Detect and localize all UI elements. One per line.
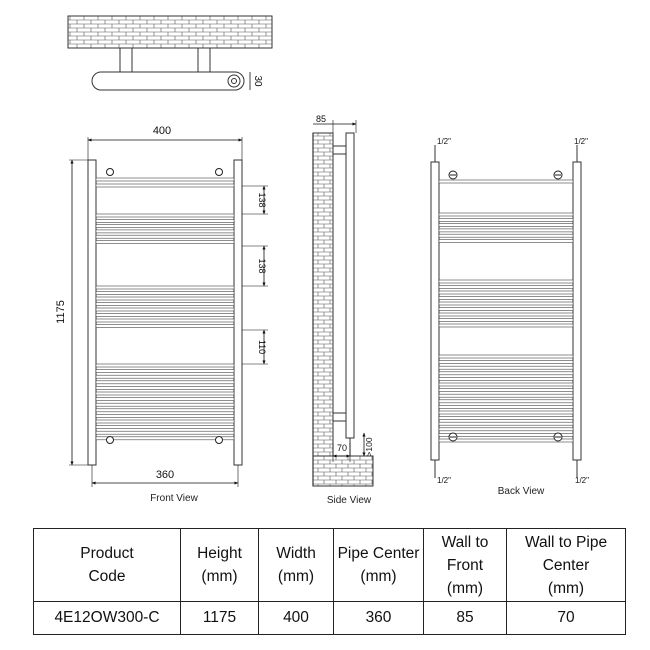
- rung: [439, 224, 573, 227]
- rung: [96, 184, 234, 187]
- front-fixing-icon: [216, 169, 223, 176]
- rung: [96, 178, 234, 181]
- back-bracket-icon: [449, 433, 457, 441]
- rung: [439, 411, 573, 414]
- front-view-caption: Front View: [150, 493, 198, 504]
- rung: [439, 286, 573, 289]
- header-product-code: Product Code: [34, 529, 181, 602]
- rung: [439, 422, 573, 425]
- gap-label-3: 110: [257, 339, 267, 355]
- back-connection-label-bl: 1/2": [437, 476, 451, 485]
- rung: [96, 426, 234, 429]
- header-wall-to-front: Wall to Front (mm): [424, 529, 507, 602]
- back-view: [431, 137, 589, 497]
- back-connection-label-br: 1/2": [575, 476, 589, 485]
- rung: [96, 325, 234, 328]
- rung: [439, 213, 573, 216]
- front-fixing-icon: [107, 437, 114, 444]
- wall-pipe-label: 70: [336, 443, 348, 453]
- rung: [96, 409, 234, 412]
- front-rail-right: [234, 160, 242, 465]
- front-width-label: 400: [152, 125, 172, 137]
- top-view-bracket-left: [120, 48, 132, 74]
- rung: [439, 383, 573, 386]
- rung: [439, 313, 573, 316]
- cell-pipe-center: 360: [334, 602, 424, 635]
- rung: [439, 218, 573, 221]
- rung: [439, 372, 573, 375]
- front-fixing-icon: [107, 169, 114, 176]
- rung: [439, 302, 573, 305]
- rung: [96, 230, 234, 233]
- top-view-depth-label: 30: [252, 75, 263, 87]
- rung: [96, 319, 234, 322]
- rung: [96, 214, 234, 217]
- header-height: Height (mm): [181, 529, 259, 602]
- rung: [439, 366, 573, 369]
- rung: [439, 234, 573, 237]
- top-view-bracket-right: [198, 48, 210, 74]
- header-pipe-center: Pipe Center (mm): [334, 529, 424, 602]
- rung: [439, 291, 573, 294]
- rung: [96, 386, 234, 389]
- back-rungs: [439, 180, 573, 442]
- front-fixing-icon: [216, 437, 223, 444]
- cell-product-code: 4E12OW300-C: [34, 602, 181, 635]
- rung: [439, 229, 573, 232]
- back-connection-label-tl: 1/2": [437, 137, 451, 146]
- back-bracket-icon: [554, 433, 562, 441]
- rung: [96, 370, 234, 373]
- side-view-caption: Side View: [326, 495, 372, 506]
- rung: [439, 324, 573, 327]
- side-view: [313, 114, 374, 506]
- front-rungs: [96, 178, 234, 440]
- spec-data-row: [34, 602, 626, 635]
- rung: [96, 286, 234, 289]
- side-view-bracket-top: [333, 146, 346, 154]
- rung: [96, 297, 234, 300]
- rung: [96, 437, 234, 440]
- pipe-center-label: 360: [155, 469, 175, 481]
- rung: [96, 225, 234, 228]
- back-bracket-icon: [554, 171, 562, 179]
- rung: [439, 240, 573, 243]
- spec-table: [33, 528, 626, 635]
- side-view-wall: [313, 133, 333, 456]
- top-view: [68, 16, 272, 90]
- back-view-caption: Back View: [497, 486, 545, 497]
- side-view-bracket-bottom: [333, 413, 346, 421]
- rung: [96, 420, 234, 423]
- front-height-label: 1175: [55, 300, 67, 324]
- rung: [96, 235, 234, 238]
- rung: [96, 381, 234, 384]
- rung: [439, 417, 573, 420]
- rung: [439, 433, 573, 436]
- side-view-radiator: [346, 133, 354, 438]
- rung: [439, 319, 573, 322]
- rung: [439, 297, 573, 300]
- back-bracket-icon: [449, 171, 457, 179]
- rung: [96, 431, 234, 434]
- rung: [439, 377, 573, 380]
- rung: [96, 398, 234, 401]
- front-view: [55, 125, 268, 504]
- rung: [96, 292, 234, 295]
- rung: [96, 303, 234, 306]
- rung: [439, 405, 573, 408]
- rung: [96, 219, 234, 222]
- cell-width: 400: [259, 602, 334, 635]
- rung: [439, 428, 573, 431]
- rung: [439, 400, 573, 403]
- gap-label-1: 138: [257, 192, 267, 208]
- front-rail-left: [88, 160, 96, 465]
- rung: [439, 355, 573, 358]
- rung: [96, 241, 234, 244]
- header-width: Width (mm): [259, 529, 334, 602]
- side-view-floor: [313, 456, 373, 486]
- rung: [96, 308, 234, 311]
- top-view-bar: [92, 72, 244, 90]
- rung: [439, 394, 573, 397]
- floor-clearance-label: >100: [364, 437, 374, 457]
- rung: [96, 414, 234, 417]
- rung: [439, 308, 573, 311]
- back-rail-right: [573, 162, 581, 460]
- spec-header-row: [34, 529, 626, 602]
- rung: [96, 403, 234, 406]
- cell-wall-to-pipe-center: 70: [507, 602, 626, 635]
- gap-label-2: 138: [257, 258, 267, 274]
- cell-wall-to-front: 85: [424, 602, 507, 635]
- back-rail-left: [431, 162, 439, 460]
- top-view-wall: [68, 16, 272, 48]
- rung: [96, 375, 234, 378]
- rung: [96, 314, 234, 317]
- cell-height: 1175: [181, 602, 259, 635]
- rung: [96, 364, 234, 367]
- wall-front-label: 85: [315, 114, 327, 124]
- rung: [439, 180, 573, 183]
- back-connection-label-tr: 1/2": [574, 137, 588, 146]
- rung: [439, 361, 573, 364]
- rung: [96, 392, 234, 395]
- header-wall-to-pipe-center: Wall to Pipe Center (mm): [507, 529, 626, 602]
- rung: [439, 280, 573, 283]
- rung: [439, 439, 573, 442]
- rung: [439, 389, 573, 392]
